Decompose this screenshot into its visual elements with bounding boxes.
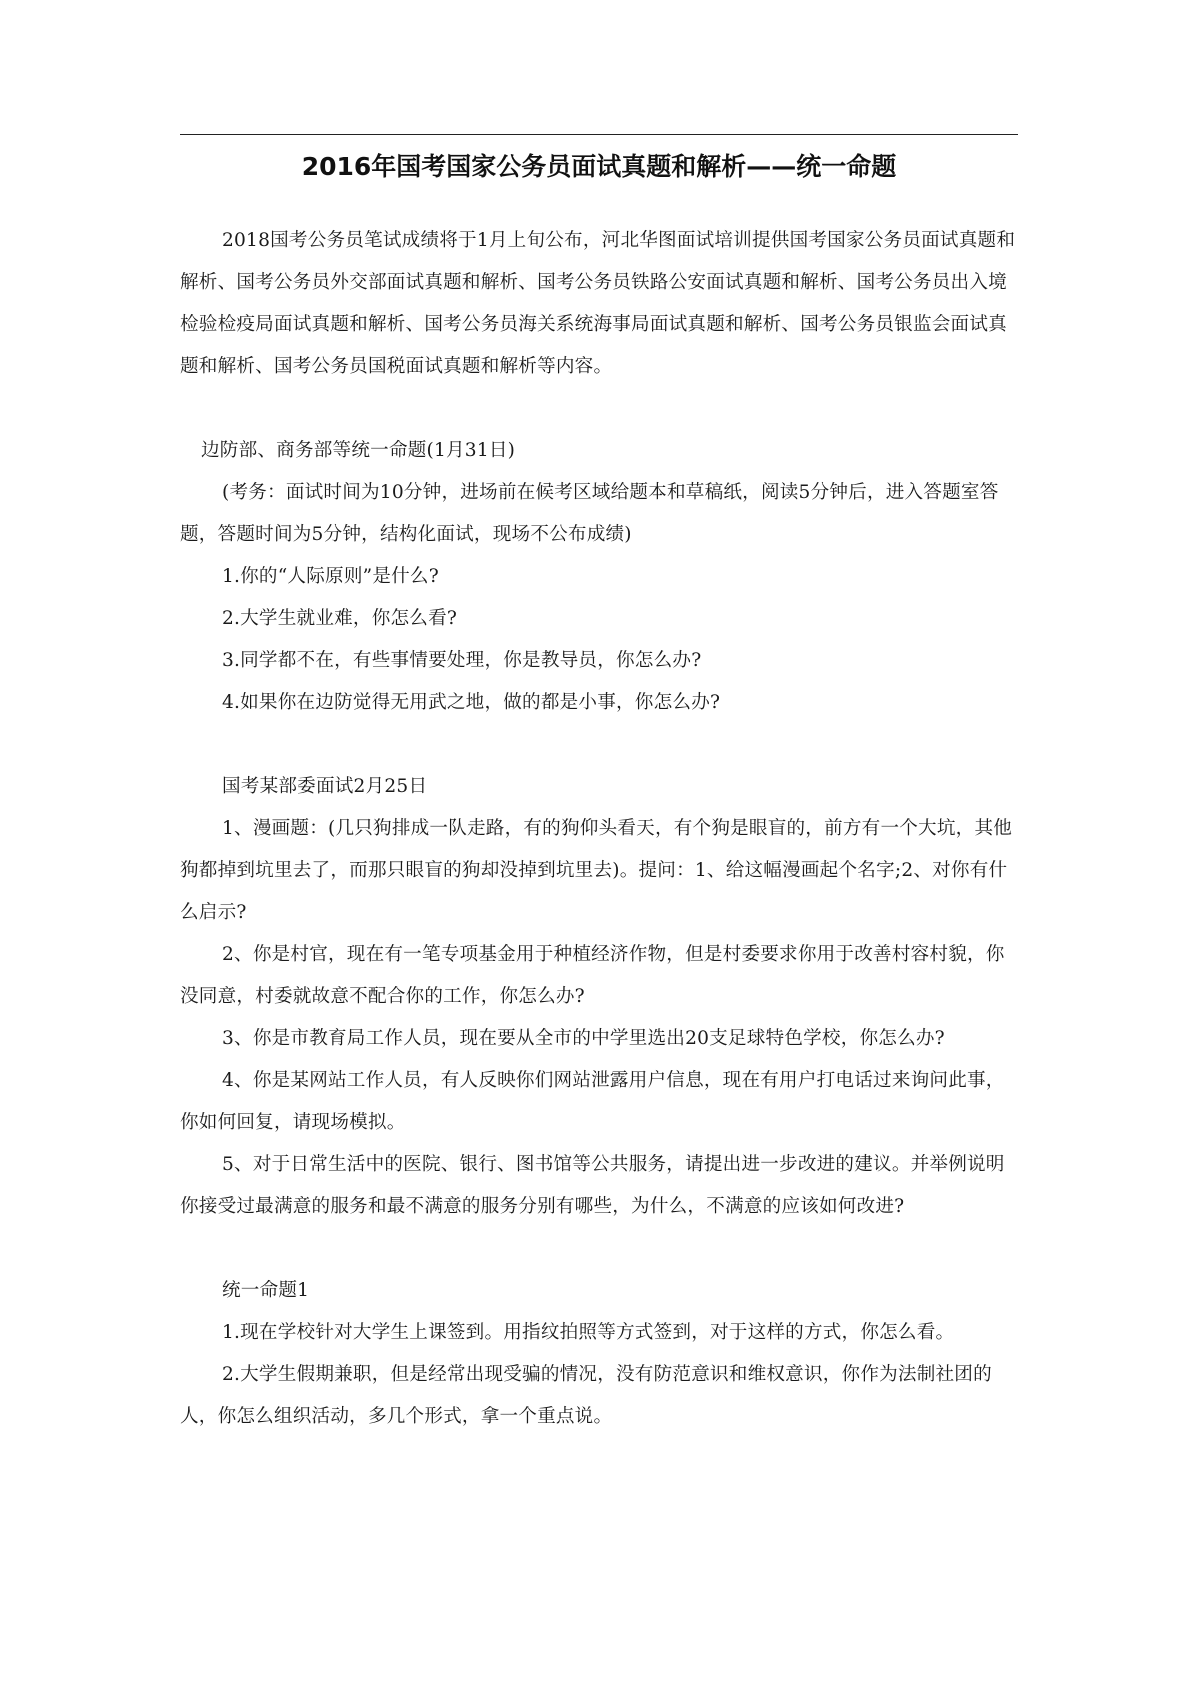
section-heading-ministry: 国考某部委面试2月25日 <box>222 776 428 797</box>
question-item: 1、漫画题：(几只狗排成一队走路，有的狗仰头看天，有个狗是眼盲的，前方有一个大坑，其他狗都掉到坑里去了，而那只眼盲的狗却没掉到坑里去)。提问：1、给这幅漫画起个名字;2、对你有什么启示? <box>180 818 1013 923</box>
question-item: 2、你是村官，现在有一笔专项基金用于种植经济作物，但是村委要求你用于改善村容村貌，你没同意，村委就故意不配合你的工作，你怎么办? <box>180 944 1005 1007</box>
question-item: 2.大学生假期兼职，但是经常出现受骗的情况，没有防范意识和维权意识，你作为法制社团的人，你怎么组织活动，多几个形式，拿一个重点说。 <box>180 1364 992 1427</box>
question-item: 5、对于日常生活中的医院、银行、图书馆等公共服务，请提出进一步改进的建议。并举例说明你接受过最满意的服务和最不满意的服务分别有哪些，为什么，不满意的应该如何改进? <box>180 1154 1005 1217</box>
spacer <box>180 1228 1018 1270</box>
spacer <box>180 724 1018 766</box>
intro-paragraph: 2018国考公务员笔试成绩将于1月上旬公布，河北华图面试培训提供国考国家公务员面试真题和解析、国考公务员外交部面试真题和解析、国考公务员铁路公安面试真题和解析、国考公务员出入境检验检疫局面试真题和解析、国考公务员海关系统海事局面试真题和解析、国考公务员银监会面试真题和解析、国考公务员国税面试真题和解析等内容。 <box>180 230 1016 377</box>
document-title: 2016年国考国家公务员面试真题和解析——统一命题 <box>301 152 897 181</box>
section-heading-border-commerce: 边防部、商务部等统一命题(1月31日) <box>201 440 516 461</box>
question-item: 3.同学都不在，有些事情要处理，你是教导员，你怎么办? <box>222 650 702 671</box>
question-item: 1.你的“人际原则”是什么? <box>222 566 439 587</box>
question-item: 4、你是某网站工作人员，有人反映你们网站泄露用户信息，现在有用户打电话过来询问此事，你如何回复，请现场模拟。 <box>180 1070 1005 1133</box>
spacer <box>180 388 1018 430</box>
question-item: 3、你是市教育局工作人员，现在要从全市的中学里选出20支足球特色学校，你怎么办? <box>222 1028 945 1049</box>
section-heading-unified-1: 统一命题1 <box>222 1280 310 1301</box>
question-item: 4.如果你在边防觉得无用武之地，做的都是小事，你怎么办? <box>222 692 721 713</box>
header-rule <box>180 134 1018 135</box>
document-body <box>180 220 1018 1438</box>
question-item: 2.大学生就业难，你怎么看? <box>222 608 458 629</box>
exam-note: (考务：面试时间为10分钟，进场前在候考区域给题本和草稿纸，阅读5分钟后，进入答题室答题，答题时间为5分钟，结构化面试，现场不公布成绩) <box>180 482 999 545</box>
question-item: 1.现在学校针对大学生上课签到。用指纹拍照等方式签到，对于这样的方式，你怎么看。 <box>222 1322 955 1343</box>
